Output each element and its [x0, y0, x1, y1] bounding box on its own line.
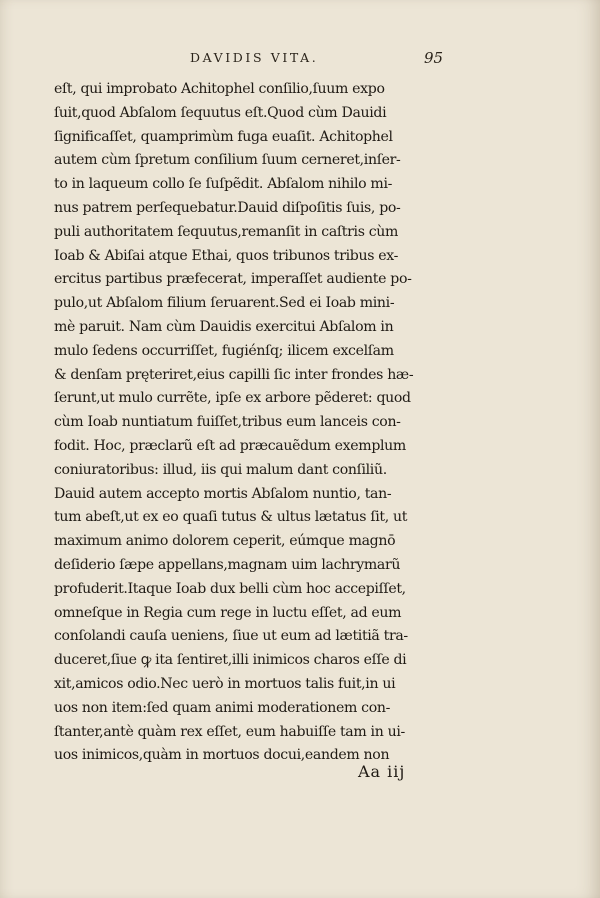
- text-line: coniuratoribus: illud, iis qui malum dant conſiliũ.: [54, 461, 387, 478]
- text-line: ſerunt,ut mulo currẽte, ipſe ex arbore pẽderet: quod: [54, 390, 411, 407]
- text-line: to in laqueum collo ſe ſuſpẽdit. Abſalom nihilo mi-: [54, 176, 393, 193]
- text-line: ſuit,quod Abſalom ſequutus eſt.Quod cùm Dauidi: [54, 104, 387, 121]
- text-line: profuderit.Itaque Ioab dux belli cùm hoc accepiſſet,: [54, 580, 406, 597]
- text-line: maximum animo dolorem ceperit, eúmque magnō: [54, 533, 396, 550]
- text-line: xit,amicos odio.Nec uerò in mortuos talis fuit,in ui: [54, 675, 396, 692]
- text-line: mulo ſedens occurriſſet, fugiénſq; ilicem excelſam: [54, 342, 394, 359]
- text-line: mè paruit. Nam cùm Dauidis exercitui Abſalom in: [54, 318, 394, 335]
- text-line: Dauid autem accepto mortis Abſalom nuntio, tan-: [54, 485, 392, 502]
- page-header: [0, 50, 600, 72]
- text-line: & denſam pręteriret,eius capilli ſic inter frondes hæ-: [54, 366, 414, 383]
- text-line: ſignificaſſet, quamprimùm fuga euaſit. Achitophel: [54, 128, 393, 145]
- text-line: uos inimicos,quàm in mortuos docui,eandem non: [54, 747, 390, 764]
- text-line: Ioab & Abiſai atque Ethai, quos tribunos tribus ex-: [54, 247, 399, 264]
- page-number: 95: [424, 49, 444, 67]
- text-line: cùm Ioab nuntiatum fuiſſet,tribus eum lanceis con-: [54, 414, 401, 431]
- text-line: ſtanter,antè quàm rex eſſet, eum habuiſſe tam in ui-: [54, 723, 405, 740]
- text-line: pulo,ut Abſalom filium ſeruarent.Sed ei Ioab mini-: [54, 295, 395, 312]
- text-line: autem cùm ſpretum conſilium ſuum cerneret,inſer-: [54, 152, 401, 169]
- text-line: tum abeſt,ut ex eo quaſi tutus & ultus lætatus ſit, ut: [54, 509, 408, 526]
- text-line: deſiderio ſæpe appellans,magnam uim lachrymarũ: [54, 556, 401, 573]
- text-line: puli authoritatem ſequutus,remanſit in caſtris cùm: [54, 223, 399, 240]
- text-line: eſt, qui improbato Achitophel conſilio,ſuum expo: [54, 81, 385, 97]
- signature-mark: Aa iij: [358, 762, 406, 781]
- text-line: conſolandi cauſa ueniens, ſiue ut eum ad lætitiã tra-: [54, 628, 408, 645]
- body-text: [54, 78, 454, 768]
- text-line: duceret,ſiue ꝙ ita ſentiret,illi inimicos charos eſſe di: [54, 652, 407, 669]
- running-title: DAVIDIS VITA.: [190, 50, 319, 65]
- text-line: ercitus partibus præfecerat, imperaſſet audiente po-: [54, 271, 412, 288]
- text-line: nus patrem perſequebatur.Dauid diſpoſitis ſuis, po-: [54, 199, 401, 216]
- text-line: fodit. Hoc, præclarũ eſt ad præcauẽdum exemplum: [54, 437, 406, 454]
- text-line: omneſque in Regia cum rege in luctu eſſet, ad eum: [54, 604, 402, 621]
- text-line: uos non item:ſed quam animi moderationem con-: [54, 699, 391, 716]
